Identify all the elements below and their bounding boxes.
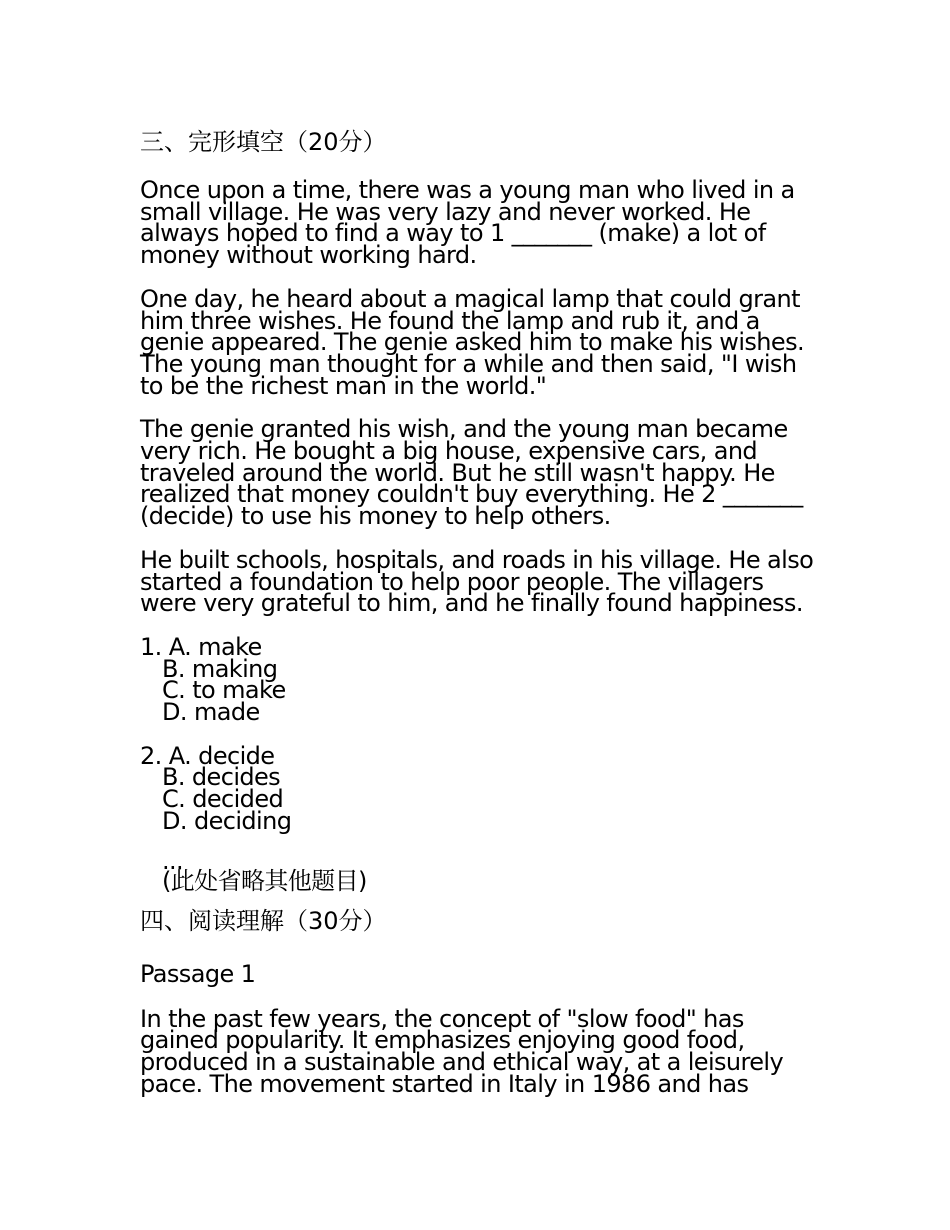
question-2-option-b: B. decides <box>162 763 281 792</box>
question-2-option-c: C. decided <box>162 785 284 814</box>
document-page <box>140 126 820 1117</box>
cloze-paragraph-1: Once upon a time, there was a young man who lived in a small village. He was very lazy and never worked. He always hoped to find a way to 1 _______ (make) a lot of money without working hard. <box>140 176 795 270</box>
cloze-paragraph-3: The genie granted his wish, and the young man became very rich. He bought a big house, expensive cars, and traveled around the world. But he still wasn't happy. He realized that money couldn't buy everything. He 2 _______ (decide) to use his money to help others. <box>140 415 803 531</box>
question-2-option-d: D. deciding <box>162 806 292 835</box>
question-1 <box>140 632 820 727</box>
question-1-option-b: B. making <box>162 654 278 683</box>
question-1-option-c: C. to make <box>162 676 286 705</box>
question-1-option-d: D. made <box>162 698 260 727</box>
section-title-reading: 四、阅读理解（30分） <box>140 906 387 935</box>
question-1-option-a: 1. A. make <box>140 632 262 661</box>
cloze-paragraph-4: He built schools, hospitals, and roads in his village. He also started a foundation to help poor people. The villagers were very grateful to him, and he finally found happiness. <box>140 545 814 618</box>
cloze-paragraph-2: One day, he heard about a magical lamp that could grant him three wishes. He found the lamp and rub it, and a genie appeared. The genie asked him to make his wishes. The young man thought for a while and then said, "I wish to be the richest man in the world." <box>140 284 804 400</box>
omitted-note <box>162 846 820 895</box>
passage-label: Passage 1 <box>140 959 256 988</box>
question-2-option-a: 2. A. decide <box>140 741 275 770</box>
omitted-note-text: (此处省略其他题目) <box>162 866 367 895</box>
section-title-cloze: 三、完形填空（20分） <box>140 128 387 156</box>
question-2 <box>140 741 820 835</box>
reading-paragraph-1: In the past few years, the concept of "slow food" has gained popularity. It emphasizes enjoying good food, produced in a sustainable and ethical way, at a leisurely pace. The movement started in Italy in 1986 and has <box>140 1004 784 1098</box>
omitted-dots: ... <box>162 846 184 875</box>
